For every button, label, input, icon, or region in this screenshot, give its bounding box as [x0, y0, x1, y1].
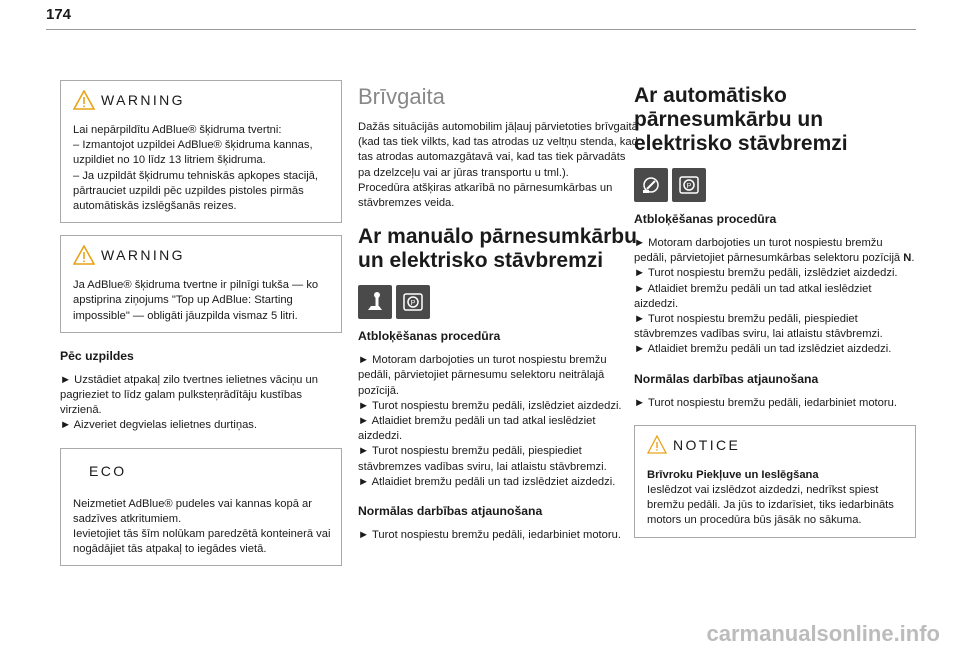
notice-text: Ieslēdzot vai izslēdzot aizdedzi, nedrīkst spiest bremžu pedāli. Ja jūs to izdarīsiet, tiks iedarbināts motors un procedūra būs jāsāk no sākuma.: [647, 484, 894, 527]
unlock-heading: Atbloķēšanas procedūra: [634, 212, 777, 226]
notice-title: NOTICE: [673, 436, 741, 453]
svg-text:P: P: [410, 300, 416, 308]
notice-box: [634, 425, 916, 538]
notice-subheading: Brīvroku Piekļuve un Ieslēgšana: [647, 468, 819, 481]
warning-title: WARNING: [101, 247, 185, 264]
restore-heading: Normālas darbības atjaunošana: [358, 504, 543, 519]
after-fill-text: ► Uzstādiet atpakaļ zilo tvertnes ielietnes vāciņu un pagrieziet to līdz galam pulksteņrādītāju kustības virzienā. ► Aizveriet degvielas ielietnes durtiņas.: [60, 373, 318, 432]
warning-text: Ja AdBlue® šķidruma tvertne ir pilnīgi tukša — ko apstiprina ziņojums "Top up AdBlue: Starting impossible" — obligāti jāuzpilda vismaz 5 litri.: [73, 279, 319, 322]
unlock-text-part2: . ► Turot nospiestu bremžu pedāli, izslēdziet aizdedzi. ► Atlaidiet bremžu pedāli un tad atkal ieslēdziet aizdedzi. ► Turot nospiestu bremžu pedāli, piespiediet stāvbremzes vadības sviru, lai atlaistu stāvbremzi. ► Atlaidiet bremžu pedāli un tad izslēdziet aizdedzi.: [634, 252, 915, 356]
svg-text:P: P: [686, 183, 692, 190]
parking-brake-icon: [672, 168, 706, 202]
column-middle: [358, 80, 640, 543]
unlock-heading: Atbloķēšanas procedūra: [358, 329, 501, 344]
column-right: [634, 80, 916, 548]
restore-text: ► Turot nospiestu bremžu pedāli, iedarbiniet motoru.: [634, 396, 897, 409]
intro-text: Dažās situācijās automobilim jāļauj pārvietoties brīvgaitā (kad tas tiek vilkts, kad tas atrodas uz veltņu stenda, kad tas atrodas automazgātavā vai, kad tas tiek pārvadāts pa dzelzceļu vai ar jūras transportu u tml.). Procedūra atšķiras atkarībā no pārnesumkārbas un stāvbremzes veida.: [358, 121, 638, 210]
warning-triangle-icon: [73, 245, 95, 265]
eco-text: Neizmetiet AdBlue® pudeles vai kannas kopā ar sadzīves atkritumiem. Ievietojiet tās šīm nolūkam paredzētā konteinerā vai nogādājiet tās atpakaļ to iegādes vietā.: [73, 497, 331, 556]
unlock-text-part1: ► Motoram darbojoties un turot nospiestu bremžu pedāli, pārvietojiet pārnesumkārbas selektoru pozīcijā: [634, 237, 904, 265]
unlock-text: [634, 236, 916, 358]
warning-box-empty-tank: [60, 235, 342, 333]
warning-title: WARNING: [101, 92, 185, 108]
eco-title: ECO: [89, 462, 127, 479]
parking-brake-icon: [396, 285, 430, 319]
column-left: [60, 80, 342, 576]
icon-row: [358, 285, 640, 319]
notice-triangle-icon: [647, 435, 667, 454]
restore-text: ► Turot nospiestu bremžu pedāli, iedarbiniet motoru.: [358, 529, 621, 542]
warning-text: Lai nepārpildītu AdBlue® šķidruma tvertni: – Izmantojot uzpildei AdBlue® šķidruma kannas, uzpildiet no 10 līdz 13 litriem šķidruma. – Ja uzpildāt šķidrumu tehniskās apkopes stacijā, pārtrauciet uzpildi pēc uzpildes pistoles pirmās automātiskās izslēgšanās reizes.: [73, 124, 319, 213]
warning-triangle-icon: [73, 90, 95, 110]
section-title: Brīvgaita: [358, 84, 445, 109]
automatic-gearbox-heading: Ar automātisko pārnesumkārbu un elektrisko stāvbremzi: [634, 84, 848, 155]
unlock-text: ► Motoram darbojoties un turot nospiestu bremžu pedāli, pārvietojiet pārnesumu selektoru neitrālajā pozīcijā. ► Turot nospiestu bremžu pedāli, izslēdziet aizdedzi. ► Atlaidiet bremžu pedāli un tad atkal ieslēdziet aizdedzi. ► Turot nospiestu bremžu pedāli, piespiediet stāvbremzes vadības sviru, lai atlaistu stāvbremzi. ► Atlaidiet bremžu pedāli un tad izslēdziet aizdedzi.: [358, 354, 622, 488]
manual-gearbox-heading: Ar manuālo pārnesumkārbu un elektrisko stāvbremzi: [358, 225, 637, 273]
warning-box-overfill: [60, 80, 342, 223]
gear-lever-icon: [358, 285, 392, 319]
brake-pedal-icon: [634, 168, 668, 202]
watermark: carmanualsonline.info: [706, 621, 940, 646]
page-number: 174: [46, 6, 72, 23]
restore-heading: Normālas darbības atjaunošana: [634, 371, 819, 386]
eco-box: [60, 448, 342, 567]
after-fill-heading: Pēc uzpildes: [60, 348, 134, 363]
gear-position-n: N: [903, 252, 912, 265]
icon-row: [634, 168, 916, 202]
header-divider: [46, 29, 916, 30]
